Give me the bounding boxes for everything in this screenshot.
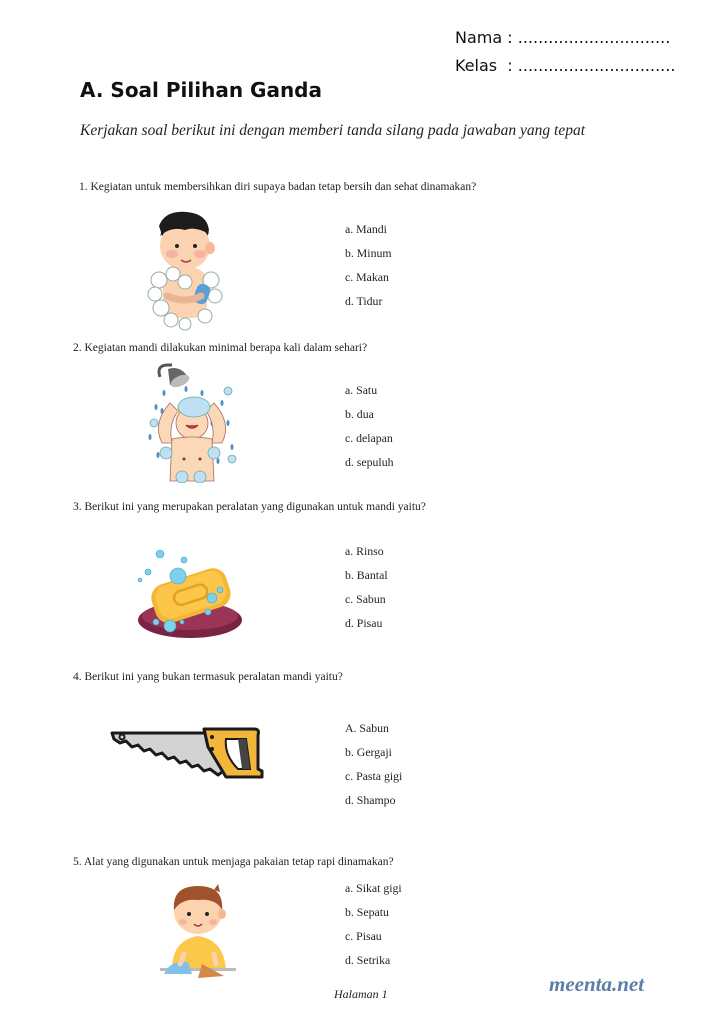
question-1-text: 1. Kegiatan untuk membersihkan diri supaya badan tetap bersih dan sehat dinamakan? xyxy=(79,181,477,193)
option-a[interactable]: a. Satu xyxy=(345,383,378,397)
boy-ironing-illustration xyxy=(158,880,238,980)
option-b[interactable]: b. Minum xyxy=(345,246,392,260)
option-b[interactable]: b. Sepatu xyxy=(345,905,389,919)
question-4-text: 4. Berikut ini yang bukan termasuk peralatan mandi yaitu? xyxy=(73,671,343,683)
option-a[interactable]: A. Sabun xyxy=(345,721,389,735)
hand-saw-illustration xyxy=(108,725,264,781)
boy-bathing-illustration xyxy=(145,208,227,332)
boy-showering-illustration xyxy=(142,363,242,483)
option-a[interactable]: a. Sikat gigi xyxy=(345,881,402,895)
instruction-text: Kerjakan soal berikut ini dengan memberi tanda silang pada jawaban yang tepat xyxy=(80,122,585,139)
option-b[interactable]: b. dua xyxy=(345,407,374,421)
option-a[interactable]: a. Rinso xyxy=(345,544,384,558)
option-d[interactable]: d. Tidur xyxy=(345,294,383,308)
option-d[interactable]: d. Shampo xyxy=(345,793,396,807)
question-4-options xyxy=(345,721,402,817)
option-d[interactable]: d. Pisau xyxy=(345,616,383,630)
option-c[interactable]: c. Pisau xyxy=(345,929,382,943)
brand-watermark: meenta.net xyxy=(549,972,645,996)
option-d[interactable]: d. Setrika xyxy=(345,953,391,967)
question-3-text: 3. Berikut ini yang merupakan peralatan yang digunakan untuk mandi yaitu? xyxy=(73,501,426,513)
question-2-options xyxy=(345,383,394,479)
option-b[interactable]: b. Bantal xyxy=(345,568,388,582)
option-c[interactable]: c. Makan xyxy=(345,270,389,284)
section-title: A. Soal Pilihan Ganda xyxy=(80,78,322,102)
question-2-text: 2. Kegiatan mandi dilakukan minimal berapa kali dalam sehari? xyxy=(73,342,368,354)
page-number: Halaman 1 xyxy=(334,987,388,1001)
soap-bar-illustration xyxy=(134,542,246,642)
name-field-label: Nama : .............................. xyxy=(455,28,671,47)
class-field-label: Kelas : ............................... xyxy=(455,56,676,75)
question-3-options xyxy=(345,544,388,640)
option-c[interactable]: c. delapan xyxy=(345,431,393,445)
option-d[interactable]: d. sepuluh xyxy=(345,455,394,469)
option-b[interactable]: b. Gergaji xyxy=(345,745,392,759)
question-5-options xyxy=(345,881,402,977)
option-a[interactable]: a. Mandi xyxy=(345,222,387,236)
option-c[interactable]: c. Sabun xyxy=(345,592,386,606)
question-1-options xyxy=(345,222,392,318)
question-5-text: 5. Alat yang digunakan untuk menjaga pakaian tetap rapi dinamakan? xyxy=(73,856,394,868)
option-c[interactable]: c. Pasta gigi xyxy=(345,769,403,783)
